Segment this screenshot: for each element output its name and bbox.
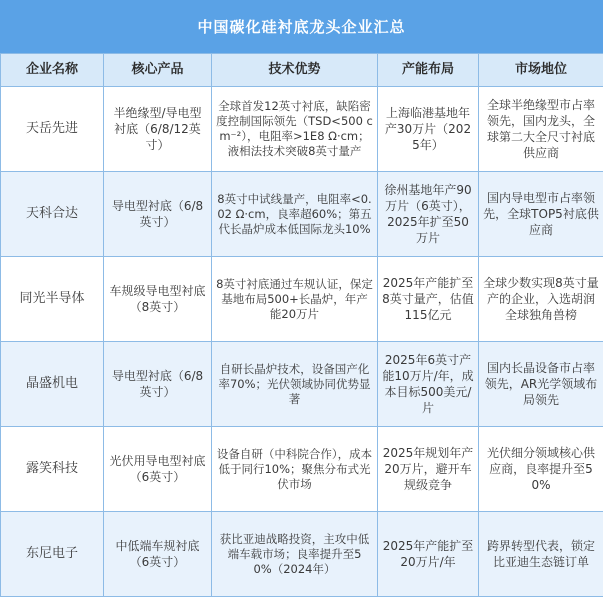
core-product: 中低端车规衬底（6英寸） — [104, 512, 212, 597]
company-table — [0, 53, 603, 597]
header-market: 市场地位 — [479, 54, 603, 87]
core-product: 导电型衬底（6/8英寸） — [104, 342, 212, 427]
header-capacity: 产能布局 — [378, 54, 479, 87]
capacity-layout: 徐州基地年产90万片（6英寸），2025年扩至50万片 — [378, 172, 479, 257]
table-row — [1, 172, 603, 257]
market-position: 国内长晶设备市占率领先，AR光学领域布局领先 — [479, 342, 603, 427]
market-position: 全球半绝缘型市占率领先，国内龙头，全球第二大全尺寸衬底供应商 — [479, 87, 603, 172]
company-name: 天岳先进 — [1, 87, 104, 172]
header-company: 企业名称 — [1, 54, 104, 87]
company-name: 晶盛机电 — [1, 342, 104, 427]
core-product: 导电型衬底（6/8英寸） — [104, 172, 212, 257]
market-position: 跨界转型代表，锁定比亚迪生态链订单 — [479, 512, 603, 597]
capacity-layout: 上海临港基地年产30万片（2025年） — [378, 87, 479, 172]
market-position: 全球少数实现8英寸量产的企业，入选胡润全球独角兽榜 — [479, 257, 603, 342]
market-position: 国内导电型市占率领先，全球TOP5衬底供应商 — [479, 172, 603, 257]
capacity-layout: 2025年6英寸产能10万片/年，成本目标500美元/片 — [378, 342, 479, 427]
company-name: 同光半导体 — [1, 257, 104, 342]
table-row — [1, 257, 603, 342]
header-product: 核心产品 — [104, 54, 212, 87]
tech-advantage: 设备自研（中科院合作），成本低于同行10%；聚焦分布式光伏市场 — [212, 427, 378, 512]
table-row — [1, 87, 603, 172]
tech-advantage: 全球首发12英寸衬底，缺陷密度控制国际领先（TSD<500 cm⁻²），电阻率>1E8 Ω·cm；液相法技术突破8英寸量产 — [212, 87, 378, 172]
market-position: 光伏细分领域核心供应商，良率提升至50% — [479, 427, 603, 512]
core-product: 车规级导电型衬底（8英寸） — [104, 257, 212, 342]
tech-advantage: 自研长晶炉技术，设备国产化率70%；光伏领域协同优势显著 — [212, 342, 378, 427]
company-name: 天科合达 — [1, 172, 104, 257]
tech-advantage: 8英寸衬底通过车规认证，保定基地布局500+长晶炉，年产能20万片 — [212, 257, 378, 342]
company-name: 东尼电子 — [1, 512, 104, 597]
table-row — [1, 427, 603, 512]
table-row — [1, 342, 603, 427]
tech-advantage: 8英寸中试线量产，电阻率<0.02 Ω·cm，良率超60%；第五代长晶炉成本低国际龙头10% — [212, 172, 378, 257]
table-title: 中国碳化硅衬底龙头企业汇总 — [0, 0, 603, 53]
capacity-layout: 2025年产能扩至8英寸量产，估值115亿元 — [378, 257, 479, 342]
header-row — [1, 54, 603, 87]
header-tech: 技术优势 — [212, 54, 378, 87]
core-product: 光伏用导电型衬底（6英寸） — [104, 427, 212, 512]
core-product: 半绝缘型/导电型衬底（6/8/12英寸） — [104, 87, 212, 172]
tech-advantage: 获比亚迪战略投资，主攻中低端车载市场；良率提升至50%（2024年） — [212, 512, 378, 597]
company-name: 露笑科技 — [1, 427, 104, 512]
table-row — [1, 512, 603, 597]
capacity-layout: 2025年规划年产20万片，避开车规级竞争 — [378, 427, 479, 512]
capacity-layout: 2025年产能扩至20万片/年 — [378, 512, 479, 597]
